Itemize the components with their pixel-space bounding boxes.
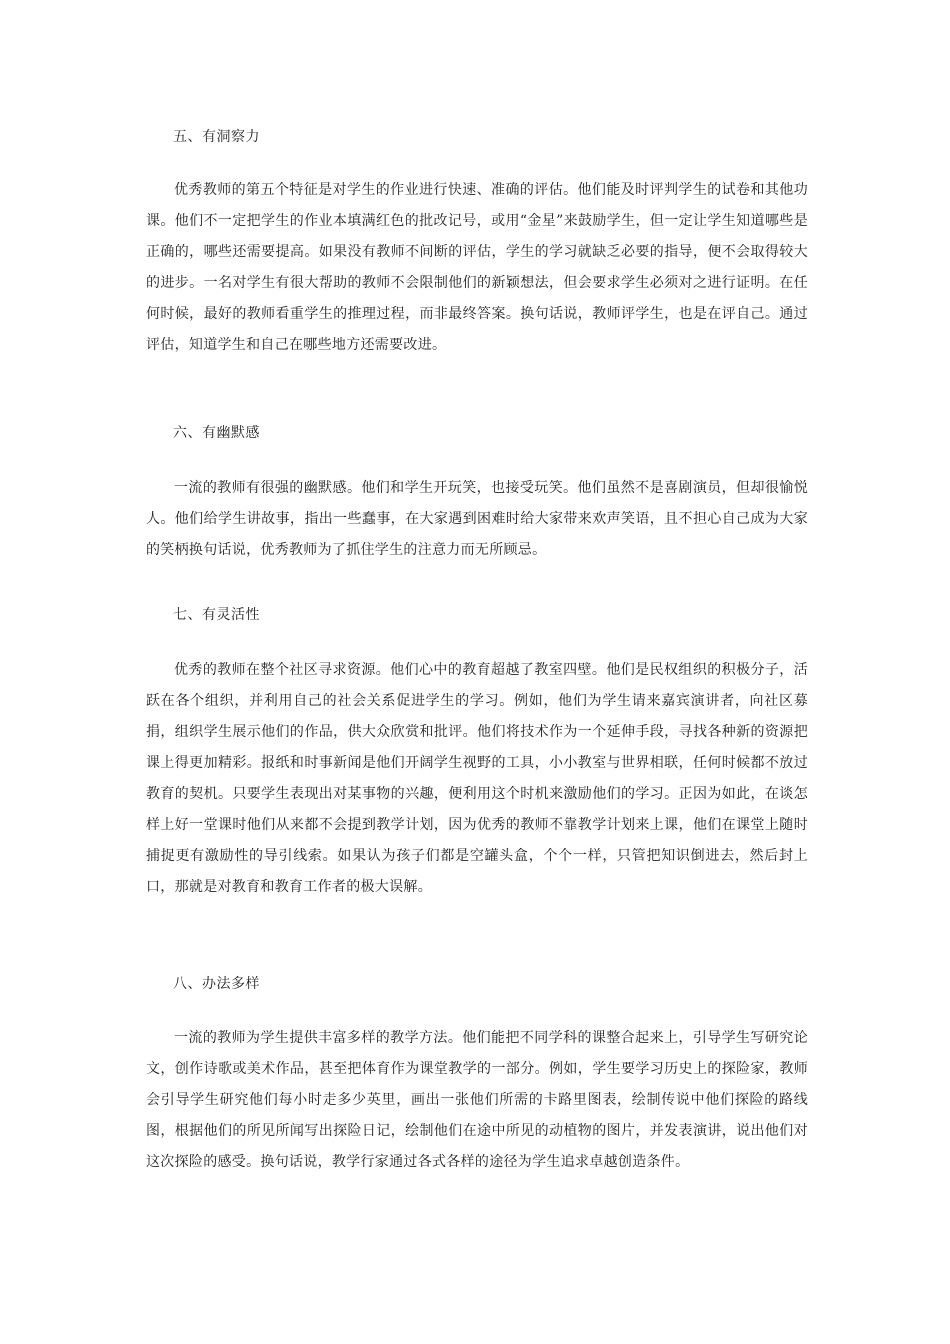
section-body-methods: 一流的教师为学生提供丰富多样的教学方法。他们能把不同学科的课整合起来上，引导学生写研究论文，创作诗歌或美术作品，甚至把体育作为课堂教学的一部分。例如，学生要学习历史上的探险家，教师会引导学生研究他们每小时走多少英里，画出一张他们所需的卡路里图表，绘制传说中他们探险的路线图，根据他们的所见所闻写出探险日记，绘制他们在途中所见的动植物的图片，并发表演讲，说出他们对这次探险的感受。换句话说，教学行家通过各式各样的途径为学生追求卓越创造条件。 bbox=[146, 1030, 808, 1170]
section-heading-insight: 五、有洞察力 bbox=[173, 129, 260, 145]
section-heading-humor: 六、有幽默感 bbox=[173, 425, 260, 441]
section-heading-flexibility: 七、有灵活性 bbox=[173, 607, 260, 623]
section-body-flexibility: 优秀的教师在整个社区寻求资源。他们心中的教育超越了教室四壁。他们是民权组织的积极分子，活跃在各个组织，并利用自己的社会关系促进学生的学习。例如，他们为学生请来嘉宾演讲者，向社区募捐，组织学生展示他们的作品，供大众欣赏和批评。他们将技术作为一个延伸手段，寻找各种新的资源把课上得更加精彩。报纸和时事新闻是他们开阔学生视野的工具，小小教室与世界相联，任何时候都不放过教育的契机。只要学生表现出对某事物的兴趣，便利用这个时机来激励他们的学习。正因为如此，在谈怎样上好一堂课时他们从来都不会提到教学计划，因为优秀的教师不靠教学计划来上课，他们在课堂上随时捕捉更有激励性的导引线索。如果认为孩子们都是空罐头盒，个个一样，只管把知识倒进去，然后封上口，那就是对教育和教育工作者的极大误解。 bbox=[146, 662, 808, 895]
section-body-insight: 优秀教师的第五个特征是对学生的作业进行快速、准确的评估。他们能及时评判学生的试卷和其他功课。他们不一定把学生的作业本填满红色的批改记号，或用“金星”来鼓励学生，但一定让学生知道哪些是正确的，哪些还需要提高。如果没有教师不间断的评估，学生的学习就缺乏必要的指导，便不会取得较大的进步。一名对学生有很大帮助的教师不会限制他们的新颖想法，但会要求学生必须对之进行证明。在任何时候，最好的教师看重学生的推理过程，而非最终答案。换句话说，教师评学生，也是在评自己。通过评估，知道学生和自己在哪些地方还需要改进。 bbox=[146, 182, 808, 353]
section-body-humor: 一流的教师有很强的幽默感。他们和学生开玩笑，也接受玩笑。他们虽然不是喜剧演员，但却很愉悦人。他们给学生讲故事，指出一些蠢事，在大家遇到困难时给大家带来欢声笑语，且不担心自己成为大家的笑柄换句话说，优秀教师为了抓住学生的注意力而无所顾忌。 bbox=[146, 480, 808, 558]
section-heading-methods: 八、办法多样 bbox=[173, 976, 260, 992]
